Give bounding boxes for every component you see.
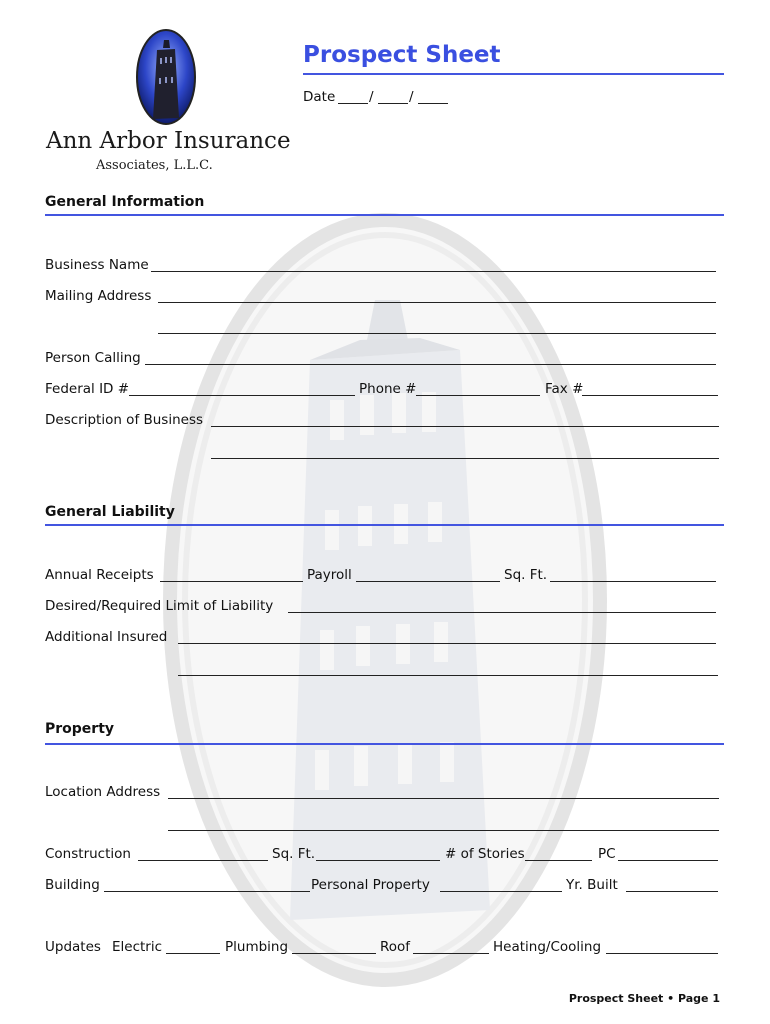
business-name-label: Business Name bbox=[45, 257, 149, 273]
plumbing-field[interactable] bbox=[292, 953, 376, 954]
plumbing-label: Plumbing bbox=[225, 939, 289, 955]
limit-of-liability-field[interactable] bbox=[288, 612, 716, 613]
personal-property-field[interactable] bbox=[440, 891, 562, 892]
mailing-address-field[interactable] bbox=[158, 302, 716, 303]
page-footer: Prospect Sheet • Page 1 bbox=[568, 992, 720, 1005]
fax-label: Fax # bbox=[545, 381, 584, 397]
roof-label: Roof bbox=[380, 939, 411, 955]
date-year-field[interactable] bbox=[418, 103, 448, 104]
electric-field[interactable] bbox=[166, 953, 220, 954]
location-address-field[interactable] bbox=[168, 798, 719, 799]
section-property: Property bbox=[45, 721, 115, 737]
stories-label: # of Stories bbox=[445, 846, 525, 862]
yr-built-label: Yr. Built bbox=[566, 877, 618, 893]
property-sq-ft-label: Sq. Ft. bbox=[272, 846, 316, 862]
tower-emblem-icon bbox=[135, 28, 197, 126]
title-rule bbox=[303, 73, 724, 75]
additional-insured-field[interactable] bbox=[178, 643, 716, 644]
liability-sq-ft-field[interactable] bbox=[550, 581, 716, 582]
building-label: Building bbox=[45, 877, 100, 893]
fax-field[interactable] bbox=[582, 395, 718, 396]
description-field-2[interactable] bbox=[211, 458, 719, 459]
business-name-field[interactable] bbox=[151, 271, 716, 272]
heating-cooling-field[interactable] bbox=[606, 953, 718, 954]
section-general-information: General Information bbox=[45, 194, 205, 210]
page-title: Prospect Sheet bbox=[303, 42, 501, 68]
annual-receipts-label: Annual Receipts bbox=[45, 567, 154, 583]
payroll-label: Payroll bbox=[307, 567, 352, 583]
date-slash-2: / bbox=[409, 89, 414, 105]
company-name: Ann Arbor Insurance bbox=[46, 128, 291, 154]
company-logo bbox=[40, 28, 300, 178]
stories-field[interactable] bbox=[525, 860, 592, 861]
general-liability-rule bbox=[45, 524, 724, 526]
date-month-field[interactable] bbox=[338, 103, 368, 104]
phone-label: Phone # bbox=[359, 381, 417, 397]
property-sq-ft-field[interactable] bbox=[316, 860, 440, 861]
federal-id-label: Federal ID # bbox=[45, 381, 130, 397]
person-calling-label: Person Calling bbox=[45, 350, 141, 366]
property-rule bbox=[45, 743, 724, 745]
phone-field[interactable] bbox=[416, 395, 540, 396]
location-address-field-2[interactable] bbox=[168, 830, 719, 831]
mailing-address-field-2[interactable] bbox=[158, 333, 716, 334]
description-label: Description of Business bbox=[45, 412, 204, 428]
description-field[interactable] bbox=[211, 426, 719, 427]
location-address-label: Location Address bbox=[45, 784, 161, 800]
date-day-field[interactable] bbox=[378, 103, 408, 104]
pc-field[interactable] bbox=[618, 860, 718, 861]
construction-label: Construction bbox=[45, 846, 131, 862]
date-label: Date bbox=[303, 89, 336, 105]
company-subtitle: Associates, L.L.C. bbox=[96, 158, 213, 173]
updates-label: Updates bbox=[45, 939, 101, 955]
yr-built-field[interactable] bbox=[626, 891, 718, 892]
liability-sq-ft-label: Sq. Ft. bbox=[504, 567, 548, 583]
personal-property-label: Personal Property bbox=[311, 877, 430, 893]
heating-cooling-label: Heating/Cooling bbox=[493, 939, 602, 955]
mailing-address-label: Mailing Address bbox=[45, 288, 152, 304]
pc-label: PC bbox=[598, 846, 616, 862]
person-calling-field[interactable] bbox=[145, 364, 716, 365]
general-information-rule bbox=[45, 214, 724, 216]
electric-label: Electric bbox=[112, 939, 163, 955]
federal-id-field[interactable] bbox=[129, 395, 355, 396]
section-general-liability: General Liability bbox=[45, 504, 175, 520]
date-slash-1: / bbox=[369, 89, 374, 105]
roof-field[interactable] bbox=[413, 953, 489, 954]
additional-insured-label: Additional Insured bbox=[45, 629, 168, 645]
construction-field[interactable] bbox=[138, 860, 268, 861]
additional-insured-field-2[interactable] bbox=[178, 675, 718, 676]
building-field[interactable] bbox=[104, 891, 310, 892]
payroll-field[interactable] bbox=[356, 581, 500, 582]
annual-receipts-field[interactable] bbox=[160, 581, 303, 582]
limit-of-liability-label: Desired/Required Limit of Liability bbox=[45, 598, 274, 614]
